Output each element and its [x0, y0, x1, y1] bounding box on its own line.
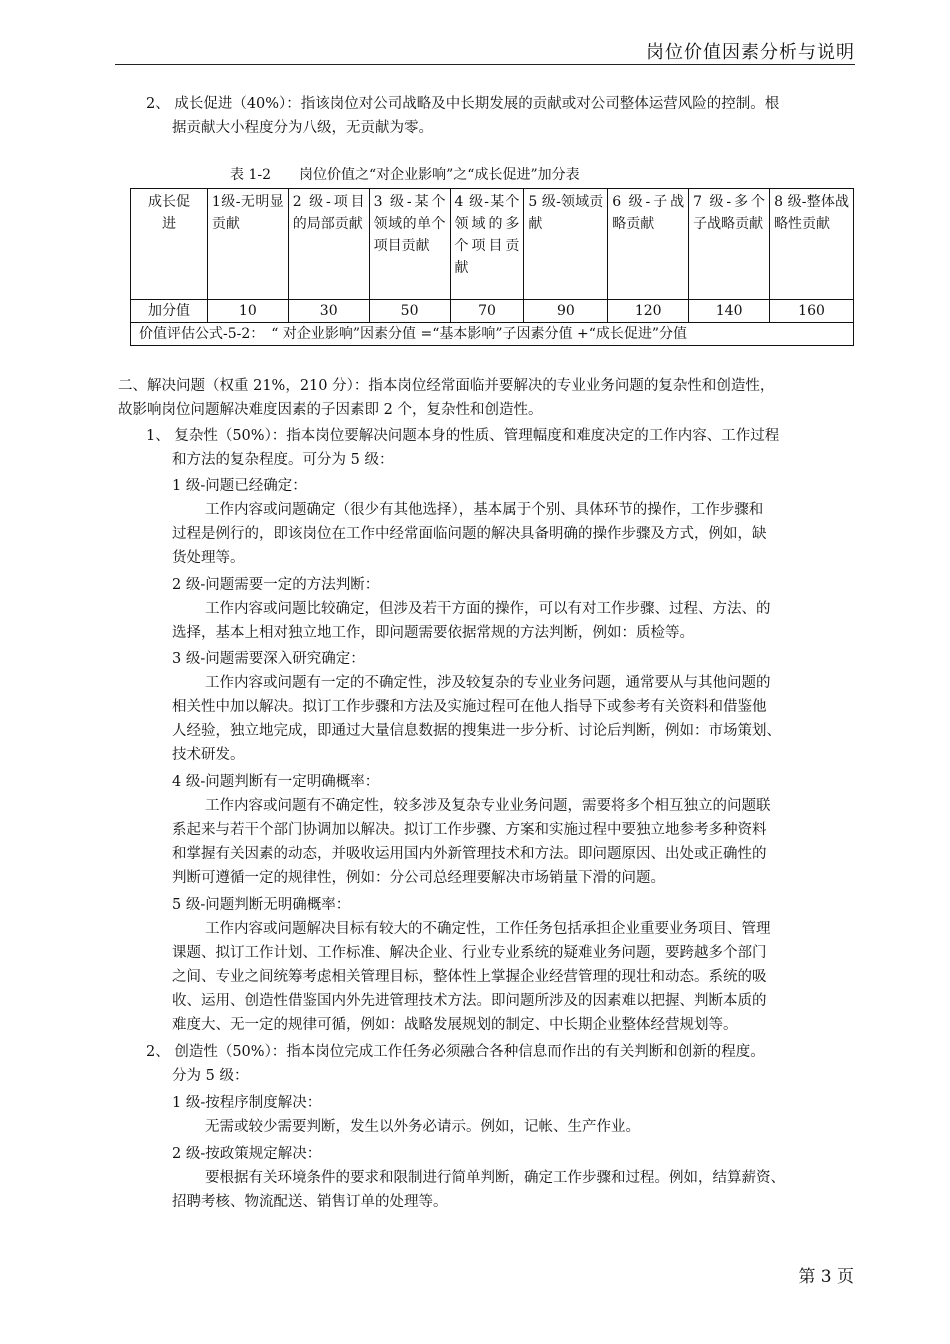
level-cell: 3 级-某个领域的单个项目贡献 — [369, 189, 450, 300]
level-heading: 2 级-按政策规定解决： — [172, 1146, 322, 1162]
level-text: 要根据有关环境条件的要求和限制进行简单判断，确定工作步骤和过程。例如，结算薪资、 — [205, 1170, 785, 1186]
level-text: 相关性中加以解决。拟订工作步骤和方法及实施过程可在他人指导下或参考有关资料和借鉴他 — [172, 699, 767, 715]
section-2-line-1: 二、解决问题（权重 21%，210 分）：指本岗位经常面临并要解决的专业业务问题的复杂性和创造性， — [118, 378, 775, 394]
level-text: 选择，基本上相对独立地工作，即问题需要依据常规的方法判断，例如：质检等。 — [172, 625, 694, 641]
level-text: 工作内容或问题比较确定，但涉及若干方面的操作，可以有对工作步骤、过程、方法、的 — [205, 601, 771, 617]
level-cell: 5 级-领域贡献 — [524, 189, 608, 300]
complexity-line-2: 和方法的复杂程度。可分为 5 级： — [172, 452, 394, 468]
level-text: 收、运用、创造性借鉴国内外先进管理技术方法。即问题所涉及的因素难以把握、判断本质的 — [172, 993, 767, 1009]
page-number: 第 3 页 — [798, 1267, 854, 1287]
table-caption: 表 1-2 岗位价值之“对企业影响”之“成长促进”加分表 — [230, 167, 580, 183]
level-text: 人经验，独立地完成，即通过大量信息数据的搜集进一步分析、讨论后判断，例如：市场策划、 — [172, 723, 781, 739]
level-text: 判断可遵循一定的规律性，例如：分公司总经理要解决市场销量下滑的问题。 — [172, 870, 665, 886]
level-heading: 2 级-问题需要一定的方法判断： — [172, 577, 380, 593]
score-cell: 120 — [608, 300, 689, 323]
complexity-line-1: 1、 复杂性（50%）：指本岗位要解决问题本身的性质、管理幅度和难度决定的工作内容、工作过程 — [146, 428, 780, 444]
score-cell: 140 — [689, 300, 770, 323]
level-text: 课题、拟订工作计划、工作标准、解决企业、行业专业系统的疑难业务问题，要跨越多个部门 — [172, 945, 767, 961]
score-cell: 90 — [524, 300, 608, 323]
level-cell: 7 级-多个子战略贡献 — [689, 189, 770, 300]
level-text: 系起来与若干个部门协调加以解决。拟订工作步骤、方案和实施过程中要独立地参考多种资料 — [172, 822, 767, 838]
level-text: 工作内容或问题解决目标有较大的不确定性，工作任务包括承担企业重要业务项目、管理 — [205, 921, 771, 937]
level-text: 招聘考核、物流配送、销售订单的处理等。 — [172, 1194, 448, 1210]
level-text: 之间、专业之间统筹考虑相关管理目标，整体性上掌握企业经营管理的现壮和动态。系统的吸 — [172, 969, 767, 985]
level-heading: 3 级-问题需要深入研究确定： — [172, 651, 365, 667]
level-heading: 5 级-问题判断无明确概率： — [172, 897, 351, 913]
level-cell: 4 级-某个领域的多个项目贡献 — [450, 189, 524, 300]
level-text: 工作内容或问题有不确定性，较多涉及复杂专业业务问题，需要将多个相互独立的问题联 — [205, 798, 771, 814]
intro-line-1: 2、 成长促进（40%）：指该岗位对公司战略及中长期发展的贡献或对公司整体运营风险的控制。根 — [146, 96, 780, 112]
level-text: 技术研发。 — [172, 747, 245, 763]
score-cell: 70 — [450, 300, 524, 323]
score-cell: 30 — [288, 300, 369, 323]
level-cell: 2 级-项目的局部贡献 — [288, 189, 369, 300]
formula-cell: 价值评估公式-5-2： “ 对企业影响”因素分值 =“基本影响”子因素分值 +“成长促进”分值 — [131, 323, 854, 346]
section-2-line-2: 故影响岗位问题解决难度因素的子因素即 2 个，复杂性和创造性。 — [118, 402, 543, 418]
score-cell: 10 — [207, 300, 288, 323]
creativity-line-1: 2、 创造性（50%）：指本岗位完成工作任务必须融合各种信息而作出的有关判断和创新的程度。 — [146, 1044, 765, 1060]
level-cell: 6 级-子战略贡献 — [608, 189, 689, 300]
level-text: 过程是例行的，即该岗位在工作中经常面临问题的解决具备明确的操作步骤及方式，例如，缺 — [172, 526, 767, 542]
score-cell: 50 — [369, 300, 450, 323]
level-text: 无需或较少需要判断，发生以外务必请示。例如，记帐、生产作业。 — [205, 1119, 640, 1135]
intro-line-2: 据贡献大小程度分为八级，无贡献为零。 — [172, 120, 433, 136]
creativity-line-2: 分为 5 级： — [172, 1068, 249, 1084]
page-header-title: 岗位价值因素分析与说明 — [646, 42, 855, 63]
level-text: 工作内容或问题确定（很少有其他选择），基本属于个别、具体环节的操作，工作步骤和 — [205, 502, 764, 518]
growth-score-table — [130, 188, 854, 346]
level-heading: 1 级-问题已经确定： — [172, 478, 307, 494]
level-text: 难度大、无一定的规律可循，例如：战略发展规划的制定、中长期企业整体经营规划等。 — [172, 1017, 738, 1033]
row-header-growth: 成长促进 — [131, 189, 208, 300]
score-label: 加分值 — [131, 300, 208, 323]
level-text: 和掌握有关因素的动态，并吸收运用国内外新管理技术和方法。即问题原因、出处或正确性的 — [172, 846, 767, 862]
level-cell: 1级-无明显贡献 — [207, 189, 288, 300]
level-heading: 1 级-按程序制度解决： — [172, 1095, 322, 1111]
level-text: 货处理等。 — [172, 550, 245, 566]
level-cell: 8 级-整体战略性贡献 — [770, 189, 854, 300]
header-rule — [115, 64, 855, 65]
level-text: 工作内容或问题有一定的不确定性，涉及较复杂的专业业务问题，通常要从与其他问题的 — [205, 675, 771, 691]
score-cell: 160 — [770, 300, 854, 323]
level-heading: 4 级-问题判断有一定明确概率： — [172, 774, 380, 790]
